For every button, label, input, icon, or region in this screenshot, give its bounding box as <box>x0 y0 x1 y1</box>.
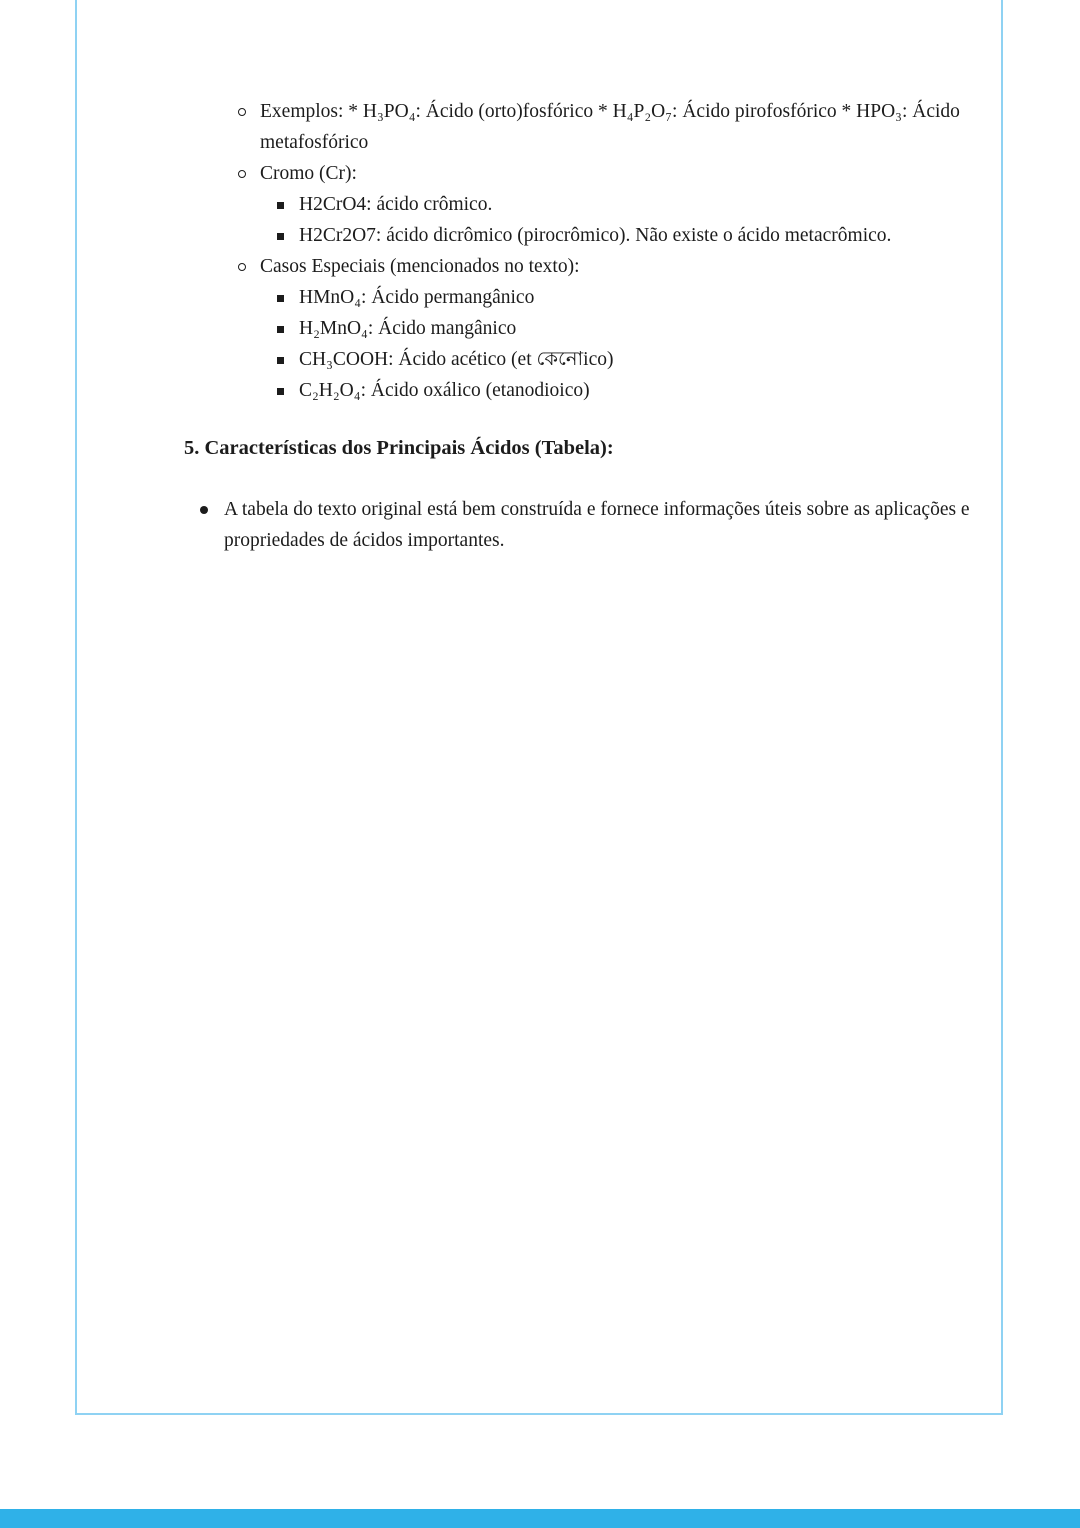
list-item <box>184 220 1018 251</box>
list-item <box>184 375 1018 406</box>
section-heading: 5. Características dos Principais Ácidos (Tabela): <box>184 437 614 459</box>
circle-bullet-icon <box>238 170 246 178</box>
list-item-text: H2Cr2O7: ácido dicrômico (pirocrômico). Não existe o ácido metacrômico. <box>299 225 892 246</box>
square-bullet-icon <box>277 295 284 302</box>
list-item <box>184 158 1018 189</box>
list-item-text: Casos Especiais (mencionados no texto): <box>260 256 580 277</box>
circle-bullet-icon <box>238 108 246 116</box>
square-bullet-icon <box>277 357 284 364</box>
square-bullet-icon <box>277 233 284 240</box>
acid-outline-list <box>184 96 1018 406</box>
list-item <box>184 96 1018 158</box>
disc-bullet-icon <box>200 506 208 514</box>
circle-bullet-icon <box>238 263 246 271</box>
list-item-text: H₂MnO₄: Ácido mangânico <box>299 318 517 339</box>
document-content <box>184 96 1018 556</box>
content-frame-border <box>75 0 1003 1415</box>
square-bullet-icon <box>277 388 284 395</box>
list-item <box>184 189 1018 220</box>
list-item-text: CH₃COOH: Ácido acético (et কেনোico) <box>299 349 614 370</box>
list-item <box>184 282 1018 313</box>
list-item <box>184 251 1018 282</box>
closing-paragraph-text: A tabela do texto original está bem construída e fornece informações úteis sobre as aplicações e propriedades de ácidos importantes. <box>224 499 970 551</box>
list-item-text: H2CrO4: ácido crômico. <box>299 194 493 215</box>
list-item <box>184 313 1018 344</box>
square-bullet-icon <box>277 202 284 209</box>
list-item <box>184 344 1018 375</box>
list-item-text: C₂H₂O₄: Ácido oxálico (etanodioico) <box>299 380 590 401</box>
list-item <box>184 494 1018 556</box>
square-bullet-icon <box>277 326 284 333</box>
list-item-text: Cromo (Cr): <box>260 163 357 184</box>
list-item-text: HMnO₄: Ácido permangânico <box>299 287 535 308</box>
footer-accent-bar <box>0 1509 1080 1528</box>
list-item-text: Exemplos: * H₃PO₄: Ácido (orto)fosfórico * H₄P₂O₇: Ácido pirofosfórico * HPO₃: Ácido metafosfórico <box>260 101 960 153</box>
